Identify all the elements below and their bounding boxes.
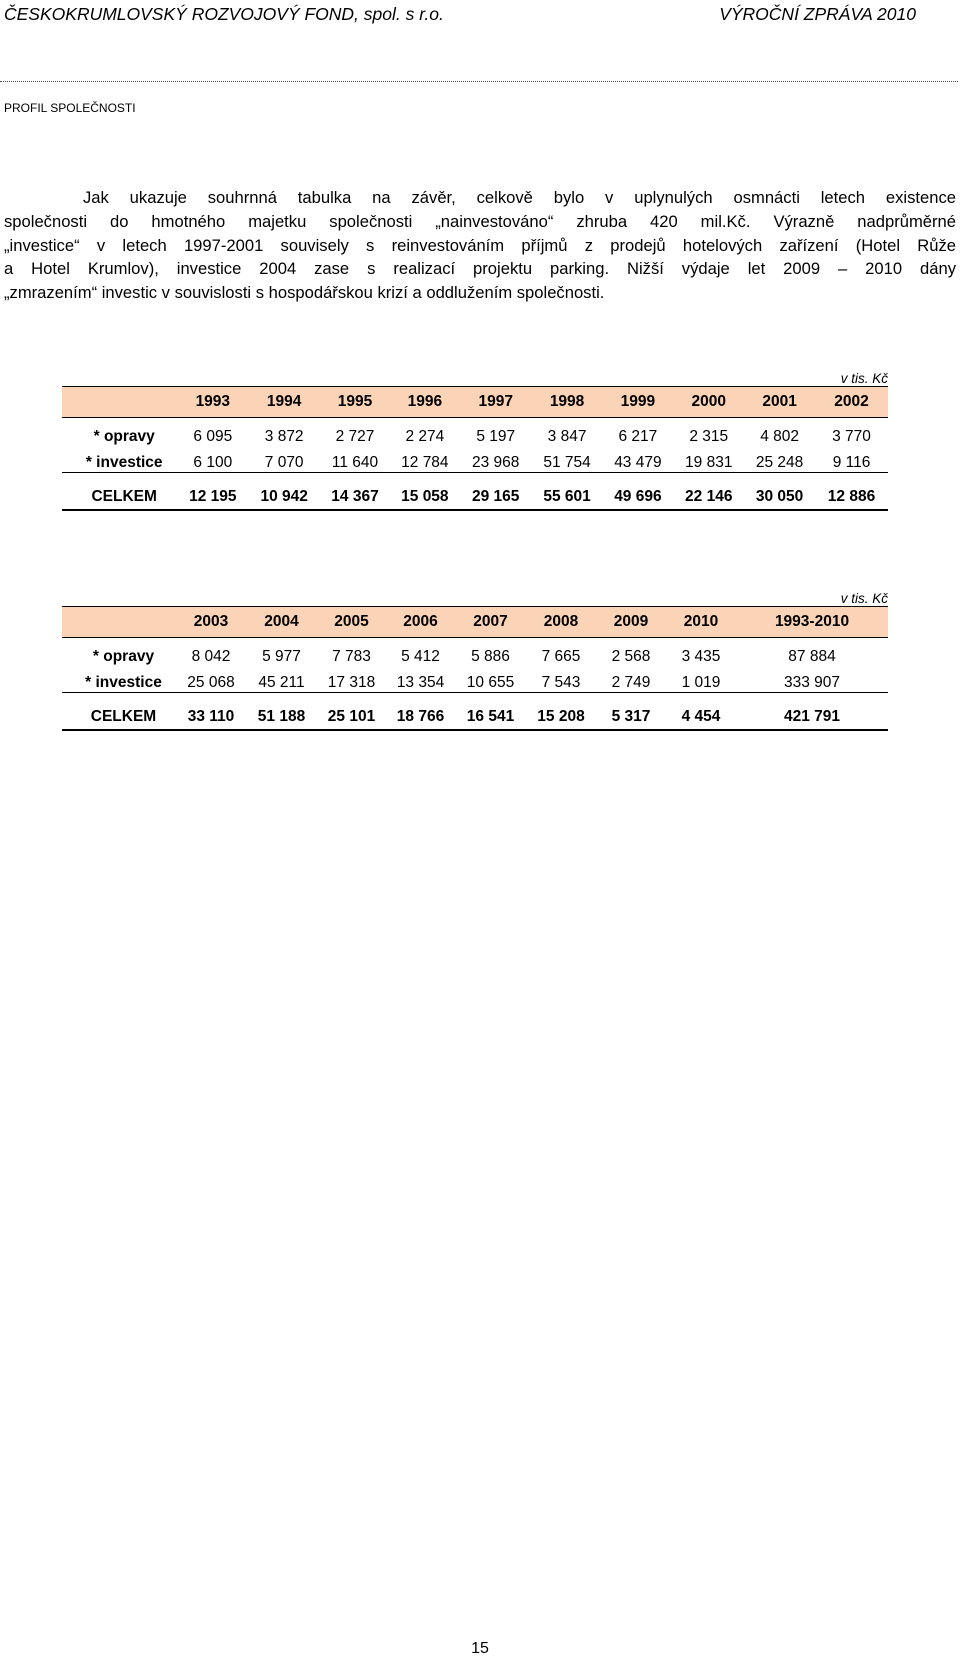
year-header: 2002	[815, 387, 888, 418]
table-cell: 5 197	[476, 428, 516, 445]
section-title: PROFIL SPOLEČNOSTI	[4, 101, 136, 115]
table-cell: 6 095	[193, 428, 233, 445]
year-header: 2009	[596, 607, 666, 638]
table-cell: 30 050	[744, 473, 815, 511]
table-cell: 4 454	[666, 693, 736, 731]
table-cell: 49 696	[602, 473, 673, 511]
year-header: 2010	[666, 607, 736, 638]
table-cell: 25 248	[744, 446, 815, 473]
table-cell: 9 116	[815, 446, 888, 473]
investment-table-1993-2002	[62, 368, 888, 511]
table-cell: 12 886	[815, 473, 888, 511]
company-name: ČESKOKRUMLOVSKÝ ROZVOJOVÝ FOND, spol. s r.o.	[4, 4, 444, 24]
row-label: CELKEM	[62, 693, 176, 731]
table-cell: 7 665	[541, 648, 581, 665]
table-cell: 3 770	[832, 428, 871, 445]
row-label: * opravy	[93, 428, 155, 445]
unit-row	[62, 368, 888, 387]
table-row-opravy	[62, 638, 888, 667]
year-header: 1994	[248, 387, 320, 418]
table-cell: 23 968	[460, 446, 532, 473]
table-cell: 1 019	[666, 666, 736, 693]
year-header: 1993	[177, 387, 248, 418]
table-cell: 10 942	[248, 473, 320, 511]
table-row-investice	[62, 666, 888, 693]
unit-label: v tis. Kč	[840, 591, 888, 606]
table-cell: 13 354	[386, 666, 455, 693]
header-cell-empty	[62, 607, 176, 638]
table-cell: 8 042	[191, 648, 231, 665]
table-cell: 5 317	[596, 693, 666, 731]
page-number: 15	[471, 1640, 489, 1657]
paragraph-line: společnosti do hmotného majetku společnosti „nainvestováno“ zhruba 420 mil.Kč. Výrazně nadprůměrné	[4, 211, 956, 231]
report-title: VÝROČNÍ ZPRÁVA 2010	[719, 4, 916, 24]
table-cell: 51 754	[532, 446, 603, 473]
table-cell: 12 784	[390, 446, 460, 473]
table-cell: 5 412	[401, 648, 440, 665]
table-cell: 6 217	[618, 428, 658, 445]
table-cell: 2 315	[689, 428, 729, 445]
paragraph-line: Jak ukazuje souhrnná tabulka na závěr, celkově bylo v uplynulých osmnácti letech existence	[83, 188, 956, 207]
table-cell: 2 274	[405, 428, 445, 445]
header-divider	[0, 81, 958, 82]
table-cell: 55 601	[532, 473, 603, 511]
paragraph-line: a Hotel Krumlov), investice 2004 zase s realizací projektu parking. Nižší výdaje let 2009 – 2010 dány	[4, 259, 956, 279]
year-header: 1999	[602, 387, 673, 418]
table-cell: 15 208	[526, 693, 596, 731]
table-cell: 6 100	[177, 446, 248, 473]
row-label: * investice	[62, 666, 176, 693]
table-cell: 3 435	[681, 648, 721, 665]
table-cell: 3 872	[264, 428, 304, 445]
table-cell: 25 068	[176, 666, 246, 693]
table-cell: 12 195	[177, 473, 248, 511]
table-cell: 4 802	[760, 428, 799, 445]
table-cell: 43 479	[602, 446, 673, 473]
total-period-header: 1993-2010	[736, 607, 888, 638]
header-row	[62, 387, 888, 418]
investment-table-2003-2010	[62, 588, 888, 731]
table-row-celkem	[62, 693, 888, 731]
table-cell: 3 847	[547, 428, 587, 445]
table-cell: 33 110	[176, 693, 246, 731]
table-cell: 7 783	[332, 648, 371, 665]
table-cell: 5 886	[471, 648, 510, 665]
table-cell: 45 211	[246, 666, 317, 693]
table-cell: 333 907	[736, 666, 888, 693]
table-cell: 19 831	[673, 446, 744, 473]
row-label: CELKEM	[62, 473, 177, 511]
table-cell: 18 766	[386, 693, 455, 731]
table-row-investice	[62, 446, 888, 473]
table-cell: 16 541	[455, 693, 526, 731]
year-header: 2007	[455, 607, 526, 638]
year-header: 1995	[320, 387, 390, 418]
year-header: 2001	[744, 387, 815, 418]
header-cell-empty	[62, 387, 177, 418]
row-label: * investice	[62, 446, 177, 473]
year-header: 2003	[176, 607, 246, 638]
header-row	[62, 607, 888, 638]
table-cell: 2 727	[335, 428, 375, 445]
table-cell: 14 367	[320, 473, 390, 511]
page-header	[0, 4, 920, 30]
table-cell: 15 058	[390, 473, 460, 511]
table-cell: 22 146	[673, 473, 744, 511]
table-cell: 10 655	[455, 666, 526, 693]
unit-label: v tis. Kč	[840, 371, 888, 386]
table-cell: 51 188	[246, 693, 317, 731]
year-header: 1996	[390, 387, 460, 418]
row-label: * opravy	[92, 648, 155, 665]
table-row-celkem	[62, 473, 888, 511]
body-paragraph	[4, 186, 956, 305]
unit-row	[62, 588, 888, 607]
year-header: 1998	[532, 387, 603, 418]
year-header: 2006	[386, 607, 455, 638]
paragraph-line: „investice“ v letech 1997-2001 souvisely s reinvestováním příjmů z prodejů hotelových zařízení (Hotel Růže	[4, 235, 956, 255]
table-cell: 17 318	[317, 666, 386, 693]
paragraph-line: „zmrazením“ investic v souvislosti s hospodářskou krizí a oddlužením společnosti.	[4, 283, 605, 303]
year-header: 2008	[526, 607, 596, 638]
table-cell: 87 884	[788, 648, 836, 665]
table-cell: 7 070	[248, 446, 320, 473]
table-cell: 2 568	[611, 648, 651, 665]
table-cell: 25 101	[317, 693, 386, 731]
table-cell: 11 640	[320, 446, 390, 473]
year-header: 2000	[673, 387, 744, 418]
year-header: 2004	[246, 607, 317, 638]
table-cell: 5 977	[262, 648, 301, 665]
table-cell: 7 543	[526, 666, 596, 693]
year-header: 2005	[317, 607, 386, 638]
table-row-opravy	[62, 418, 888, 447]
table-cell: 2 749	[596, 666, 666, 693]
table-cell: 421 791	[736, 693, 888, 731]
table-cell: 29 165	[460, 473, 532, 511]
year-header: 1997	[460, 387, 532, 418]
